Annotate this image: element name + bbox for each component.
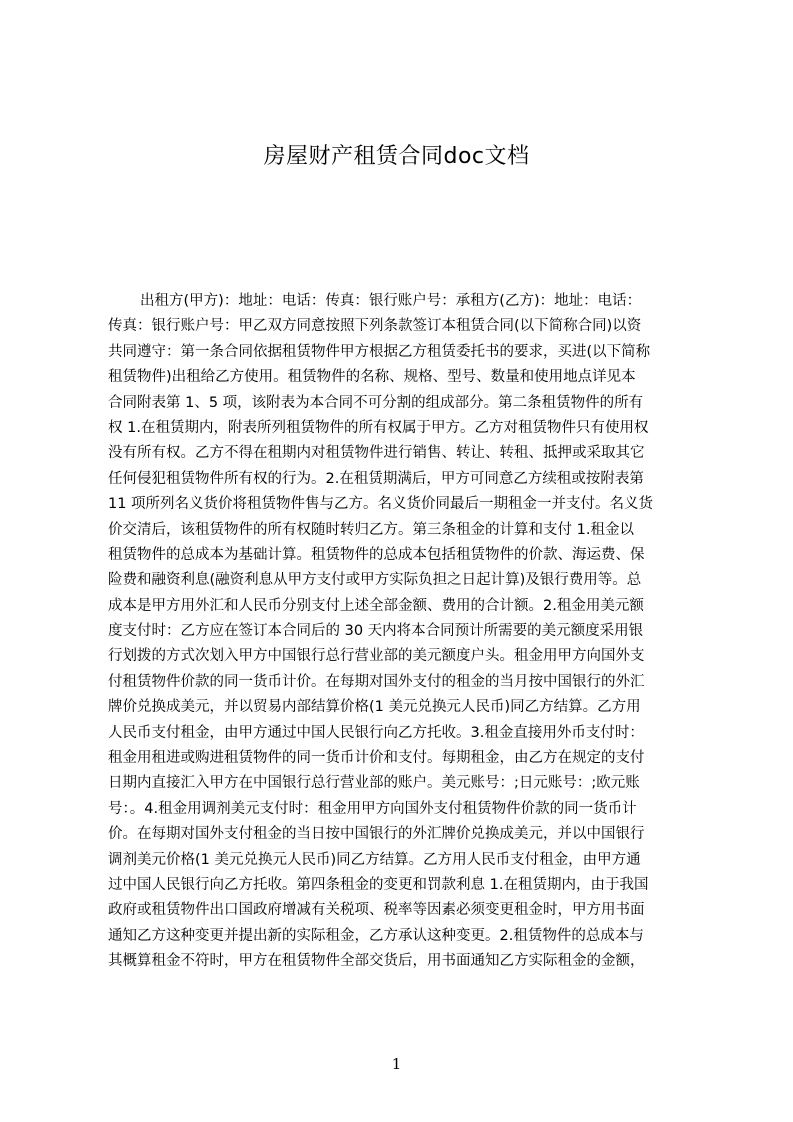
body-line: 租金用租进或购进租赁物件的同一货币计价和支付。每期租金，由乙方在规定的支付 [108, 750, 645, 767]
body-line: 调剂美元价格(1 美元兑换元人民币)同乙方结算。乙方用人民币支付租金，由甲方通 [108, 851, 641, 868]
body-line: 日期内直接汇入甲方在中国银行总行营业部的账户。美元账号：;日元账号：;欧元账 [108, 775, 640, 792]
body-line: 11 项所列名义货价将租赁物件售与乙方。名义货价同最后一期租金一并支付。名义货 [108, 496, 654, 513]
body-line: 付租赁物件价款的同一货币计价。在每期对国外支付的租金的当月按中国银行的外汇 [108, 673, 645, 690]
body-line: 任何侵犯租赁物件所有权的行为。2.在租赁期满后，甲方可同意乙方续租或按附表第 [108, 470, 644, 487]
body-line: 传真：银行账户号：甲乙双方同意按照下列条款签订本租赁合同(以下简称合同)以资 [108, 318, 642, 335]
body-line: 政府或租赁物件出口国政府增减有关税项、税率等因素必须变更租金时，甲方用书面 [108, 902, 645, 919]
body-line: 价。在每期对国外支付租金的当日按中国银行的外汇牌价兑换成美元，并以中国银行 [108, 826, 645, 843]
document-title: 房屋财产租赁合同doc文档 [263, 144, 530, 169]
body-line: 通知乙方这种变更并提出新的实际租金，乙方承认这种变更。2.租赁物件的总成本与 [108, 927, 644, 944]
body-line: 成本是甲方用外汇和人民币分别支付上述全部金额、费用的合计额。2.租金用美元额 [108, 597, 644, 614]
body-line: 险费和融资利息(融资利息从甲方支付或甲方实际负担之日起计算)及银行费用等。总 [108, 572, 642, 589]
body-line: 其概算租金不符时，甲方在租赁物件全部交货后，用书面通知乙方实际租金的金额， [108, 953, 645, 970]
page-number: 1 [391, 1055, 402, 1073]
body-line: 牌价兑换成美元，并以贸易内部结算价格(1 美元兑换元人民币)同乙方结算。乙方用 [108, 699, 641, 716]
body-line: 共同遵守：第一条合同依据租赁物件甲方根据乙方租赁委托书的要求，买进(以下简称 [108, 343, 651, 360]
body-line: 号：。4.租金用调剂美元支付时：租金用甲方向国外支付租赁物件价款的同一货币计 [108, 800, 637, 817]
body-line: 出租方(甲方)：地址：电话：传真：银行账户号：承租方(乙方)：地址：电话： [140, 293, 642, 309]
body-line: 租赁物件)出租给乙方使用。租赁物件的名称、规格、型号、数量和使用地点详见本 [108, 369, 636, 386]
contract-body [108, 289, 698, 975]
body-line: 价交清后，该租赁物件的所有权随时转归乙方。第三条租金的计算和支付 1.租金以 [108, 521, 634, 538]
body-line: 合同附表第 1、5 项，该附表为本合同不可分割的组成部分。第二条租赁物件的所有 [108, 394, 644, 411]
body-line: 租赁物件的总成本为基础计算。租赁物件的总成本包括租赁物件的价款、海运费、保 [108, 546, 645, 563]
body-line: 过中国人民银行向乙方托收。第四条租金的变更和罚款利息 1.在租赁期内，由于我国 [108, 876, 649, 893]
body-line: 人民币支付租金，由甲方通过中国人民银行向乙方托收。3.租金直接用外币支付时： [108, 724, 644, 741]
body-line: 行划拨的方式次划入甲方中国银行总行营业部的美元额度户头。租金用甲方向国外支 [108, 648, 645, 665]
body-line: 度支付时：乙方应在签订本合同后的 30 天内将本合同预计所需要的美元额度采用银 [108, 623, 644, 640]
body-line: 没有所有权。乙方不得在租期内对租赁物件进行销售、转让、转租、抵押或采取其它 [108, 445, 645, 462]
body-line: 权 1.在租赁期内，附表所列租赁物件的所有权属于甲方。乙方对租赁物件只有使用权 [108, 419, 649, 436]
